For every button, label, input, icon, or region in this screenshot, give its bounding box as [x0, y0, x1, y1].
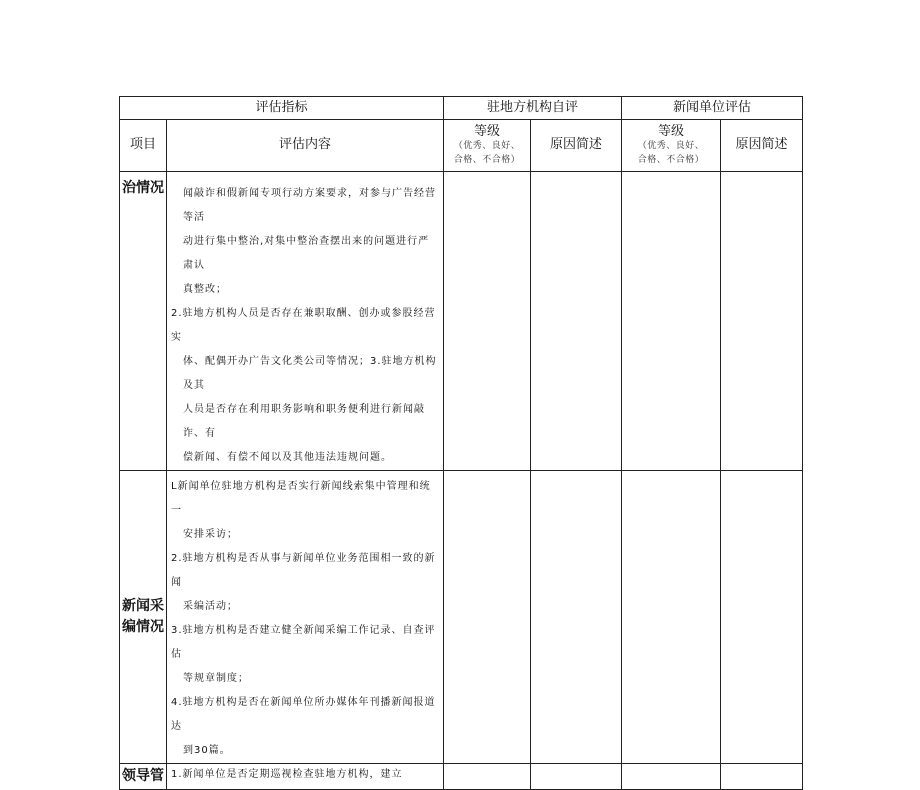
content-line: 偿新闻、有偿不闻以及其他违法违规问题。 [183, 452, 392, 463]
content-line: 等规章制度； [183, 673, 249, 684]
unit-grade-title: 等级 [658, 123, 685, 139]
content-line: 闻敲诈和假新闻专项行动方案要求，对参与广告经营等活 [183, 188, 436, 223]
unit-reason-cell[interactable] [721, 172, 803, 471]
content-line: 真整改； [183, 284, 227, 295]
eval-indicator-header: 评估指标 [120, 97, 444, 120]
table-row [120, 471, 803, 764]
self-grade-header [444, 120, 531, 172]
item-line: 编情况 [122, 619, 164, 635]
content-line: 动进行集中整治,对集中整治查摆出来的问题进行严肃认 [183, 236, 430, 271]
content-line: 1.新闻单位是否定期巡视检查驻地方机构，建立 [171, 769, 403, 780]
self-reason-cell[interactable] [531, 172, 622, 471]
self-eval-header: 驻地方机构自评 [444, 97, 622, 120]
unit-grade-header [622, 120, 721, 172]
self-grade-options-1: （优秀、良好、 [453, 141, 521, 152]
self-grade-options-2: 合格、不合格） [453, 154, 521, 165]
item-line: 新闻采 [122, 598, 164, 614]
content-cell [167, 764, 444, 790]
self-reason-cell[interactable] [531, 471, 622, 764]
unit-reason-cell[interactable] [721, 764, 803, 790]
header-row-2 [120, 120, 803, 172]
content-line: 4.驻地方机构是否在新闻单位所办媒体年刊播新闻报道达 [171, 697, 436, 732]
unit-grade-cell[interactable] [622, 471, 721, 764]
eval-content-header: 评估内容 [167, 120, 444, 172]
content-line: 人员是否存在利用职务影响和职务便利进行新闻敲诈、有 [183, 404, 425, 439]
header-row-1 [120, 97, 803, 120]
table-row [120, 764, 803, 790]
content-line: 3.驻地方机构是否建立健全新闻采编工作记录、自查评估 [171, 625, 436, 660]
content-line: 2.驻地方机构人员是否存在兼职取酬、创办或参股经营实 [171, 308, 436, 343]
item-cell [120, 471, 167, 764]
self-reason-cell[interactable] [531, 764, 622, 790]
self-grade-cell[interactable] [444, 172, 531, 471]
content-cell [167, 172, 444, 471]
unit-grade-cell[interactable] [622, 172, 721, 471]
item-cell: 领导管 [120, 764, 167, 790]
item-cell: 治情况 [120, 172, 167, 471]
self-reason-header: 原因简述 [531, 120, 622, 172]
evaluation-table-sheet [119, 96, 802, 784]
unit-grade-options-1: （优秀、良好、 [637, 141, 705, 152]
unit-reason-header: 原因简述 [721, 120, 803, 172]
evaluation-table [119, 96, 803, 790]
self-grade-cell[interactable] [444, 471, 531, 764]
self-grade-title: 等级 [474, 123, 501, 139]
unit-grade-cell[interactable] [622, 764, 721, 790]
content-line: L新闻单位驻地方机构是否实行新闻线索集中管理和统一 [171, 481, 431, 516]
content-line: 体、配偶开办广告文化类公司等情况；3.驻地方机构及其 [183, 356, 437, 391]
unit-eval-header: 新闻单位评估 [622, 97, 803, 120]
content-cell [167, 471, 444, 764]
content-line: 2.驻地方机构是否从事与新闻单位业务范围相一致的新闻 [171, 553, 436, 588]
content-line: 到30篇。 [183, 745, 231, 756]
self-grade-cell[interactable] [444, 764, 531, 790]
content-line: 安排采访； [183, 529, 238, 540]
table-row [120, 172, 803, 471]
unit-grade-options-2: 合格、不合格） [637, 154, 705, 165]
item-header: 项目 [120, 120, 167, 172]
content-line: 采编活动； [183, 601, 238, 612]
unit-reason-cell[interactable] [721, 471, 803, 764]
